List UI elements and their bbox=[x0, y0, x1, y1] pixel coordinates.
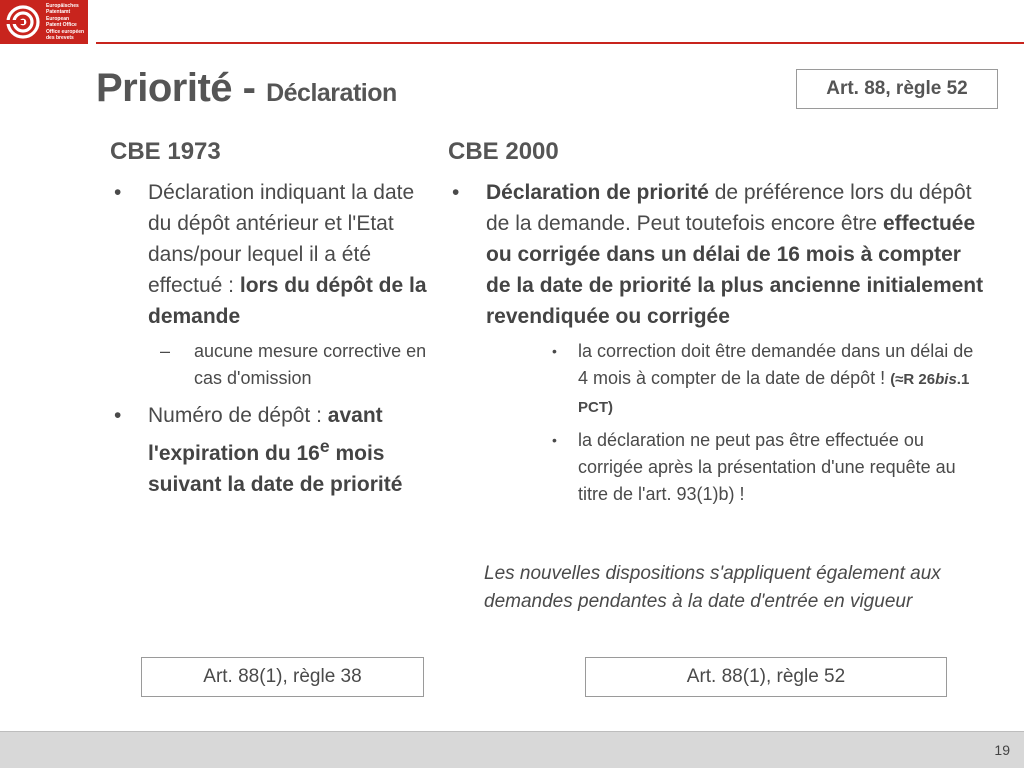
item-text: Numéro de dépôt : bbox=[148, 404, 328, 427]
logo-text bbox=[46, 3, 84, 41]
slide-title bbox=[96, 66, 397, 111]
ref-part: bis bbox=[935, 371, 957, 388]
logo-line: des brevets bbox=[46, 35, 74, 41]
logo-line: Europäisches bbox=[46, 3, 79, 9]
bullet-icon: • bbox=[114, 404, 122, 427]
item-text: la correction doit être demandée dans un délai de 4 mois à compter de la date de dépôt ! bbox=[578, 341, 974, 388]
bullet-icon: • bbox=[452, 181, 460, 204]
column-heading: CBE 1973 bbox=[110, 138, 221, 165]
epo-logo-icon bbox=[4, 3, 42, 41]
logo-line: Office européen bbox=[46, 29, 85, 35]
title-sub: Déclaration bbox=[266, 79, 397, 107]
page-number: 19 bbox=[994, 742, 1010, 758]
article-reference-left: Art. 88(1), règle 38 bbox=[141, 657, 424, 697]
column-cbe-2000 bbox=[448, 138, 988, 508]
item-text: de préférence lors du dépôt de la demande. Peut toutefois encore être bbox=[486, 181, 972, 235]
logo-line: European bbox=[46, 16, 70, 22]
bullet-icon: • bbox=[114, 181, 122, 204]
item-text: aucune mesure corrective en cas d'omission bbox=[194, 341, 427, 388]
epo-logo bbox=[0, 0, 88, 44]
header-divider bbox=[96, 42, 1024, 44]
bold-part: avant l'expiration du 16 bbox=[148, 404, 383, 465]
logo-line: Patentamt bbox=[46, 9, 71, 15]
ref-part: .1 PCT) bbox=[578, 371, 970, 416]
item-bold: Déclaration de priorité bbox=[486, 181, 709, 204]
title-main: Priorité - bbox=[96, 66, 267, 110]
list-item bbox=[110, 400, 440, 500]
column-heading: CBE 2000 bbox=[448, 138, 559, 165]
dash-icon: – bbox=[160, 341, 171, 361]
superscript: e bbox=[319, 436, 330, 456]
ref-part: (≈R 26 bbox=[890, 371, 936, 388]
item-text: la déclaration ne peut pas être effectuée ou corrigée après la présentation d'une requête au titre de l'art. 93(1)b) ! bbox=[578, 430, 956, 504]
transitional-note: Les nouvelles dispositions s'appliquent également aux demandes pendantes à la date d'entrée en vigueur bbox=[484, 563, 941, 612]
list-item bbox=[448, 177, 988, 332]
list-item bbox=[110, 177, 440, 332]
sub-list-item bbox=[448, 338, 988, 421]
column-cbe-1973 bbox=[110, 138, 440, 500]
bullet-list bbox=[110, 177, 440, 500]
sub-list-item bbox=[448, 427, 988, 508]
bullet-icon: • bbox=[552, 432, 557, 448]
item-bold: lors du dépôt de la demande bbox=[148, 274, 427, 328]
footer-bar bbox=[0, 731, 1024, 768]
bold-part: mois suivant la date de priorité bbox=[148, 442, 403, 496]
logo-line: Patent Office bbox=[46, 22, 77, 28]
sub-list-item bbox=[110, 338, 440, 392]
article-reference-top: Art. 88, règle 52 bbox=[796, 69, 998, 109]
item-text: Déclaration indiquant la date du dépôt antérieur et l'Etat dans/pour lequel il a été effectué : bbox=[148, 181, 415, 297]
article-reference-right: Art. 88(1), règle 52 bbox=[585, 657, 947, 697]
bullet-icon: • bbox=[552, 343, 557, 359]
bullet-list bbox=[448, 177, 988, 508]
item-bold: effectuée ou corrigée dans un délai de 16 mois à compter de la date de priorité la plus ancienne initialement revendiquée ou corrigée bbox=[486, 212, 984, 328]
